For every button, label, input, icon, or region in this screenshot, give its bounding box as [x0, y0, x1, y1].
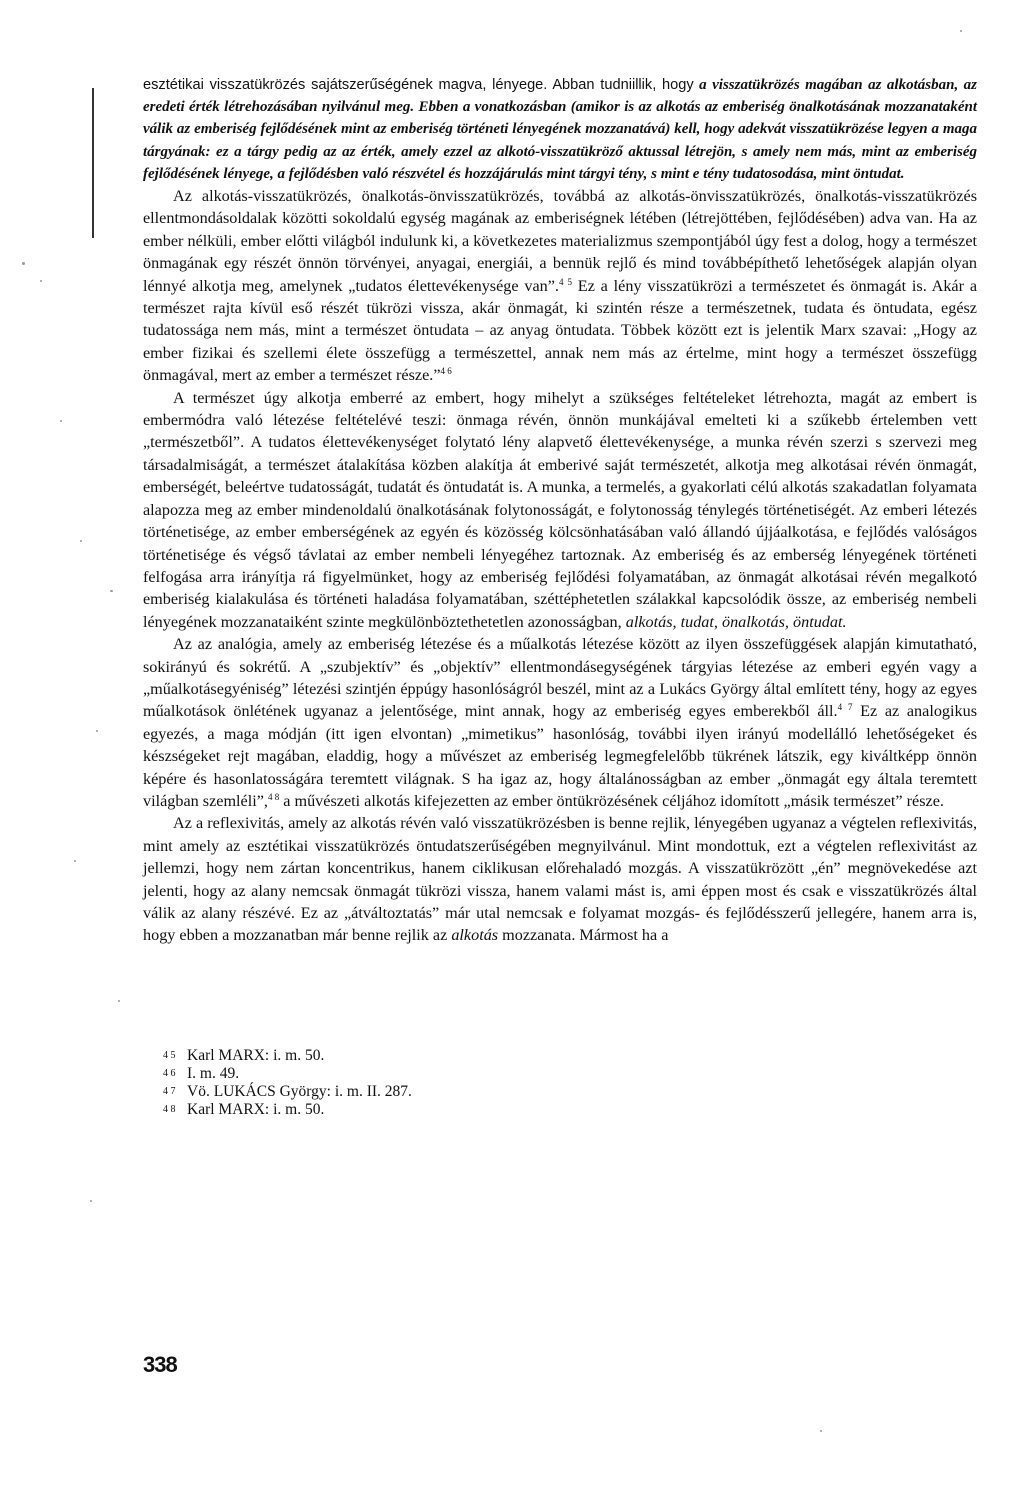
scan-speckle: [80, 540, 82, 542]
footnote-ref-48: 4 8: [267, 791, 280, 802]
paragraph-3-part-b: Ez az analogikus egyezés, a maga módján (itt igen elvontan) „mimetikus” hasonlóság, további ilyen irányú modellálló lehetőségeket és készségeket rejt magában, eladdig, hogy a művészet az emberiség legmegfelelőbb tükrének látszik, egy kiváltképp önnön képére és hasonlatosságára teremtett világnak. S ha igaz az, hogy általánosságban az ember „önmagát egy általa teremtett világban szemléli”,: [143, 702, 978, 810]
scan-speckle: [90, 1200, 92, 1202]
footnote-number: 4 7: [163, 1086, 176, 1098]
footnote-number: 4 5: [163, 1049, 176, 1061]
paragraph-4-part-a: Az a reflexivitás, amely az alkotás révén való visszatükrözésben is benne rejlik, lényegében ugyanaz a végtelen reflexivitás, mint amely az esztétikai visszatükrözés öntudatszerűségében megnyilvánul. Mint mondottuk, ezt a végtelen reflexivitást az jellemzi, hogy nem zártan koncentrikus, hanem ciklikusan előrehaladó mozgás. A visszatükrözött „én” megnövekedése azt jelenti, hogy az alany nemcsak önmagát tükrözi vissza, hanem valami mást is, ami éppen most és csak e visszatükrözés által válik az alany részévé. Ez az „átváltoztatás” már utal nemcsak e folyamat mozgás- és fejlődésszerű jellegére, hanem arra is, hogy ebben a mozzanatban már benne rejlik az: [143, 814, 977, 945]
scan-speckle: [22, 262, 25, 265]
scan-speckle: [74, 860, 76, 862]
page-body: [143, 74, 977, 1120]
paragraph-2-text: A természet úgy alkotja emberré az embert, hogy mihelyt a szükséges feltételeket létrehozta, magát az embert is embermódra való létezése feltételévé teszi: önmaga révén, önnön munkájával emelteti ki a szűkebb értelemben vett „természetből”. A tudatos élettevékenységet folytató lény alapvető élettevékenysége, a munka révén szerzi s szervezi meg társadalmiságát, a természet átalakítása közben alakítja át emberivé saját természetét, alkotja meg alkotásai révén önmagát, emberségét, beleértve tudatosságát, tudatát és öntudatát is. A munka, a termelés, a gyakorlati célú alkotás szakadatlan folyamata alapozza meg az ember mindenoldalú önalkotásának folytonosságát, e folytonosság ténylegés történetiségét. Az emberi létezés történetisége, az ember emberségének az egyén és közösség kölcsönhatásában való állandó újjáalkotása, e fejlődés valóságos történetisége és végső távlatai az ember nembeli lényegéhez tartoznak. Az emberiség és az emberség lényegének történeti felfogása arra irányítja rá figyelmünket, hogy az emberiség fejlődési folyamatában, az önmagát alkotásai révén megalkotó emberiség kialakulása és történeti haladása folyamatában, széttéphetetlen szálakkal kapcsolódik össze, az emberiség nembeli lényegének mozzanataiként szinte megkülönböztethetetlen azonosságban,: [143, 388, 977, 631]
paragraph-1: [143, 185, 977, 387]
footnote-45: [163, 1047, 977, 1065]
footnotes: [163, 1047, 977, 1120]
scan-speckle: [118, 1000, 120, 1002]
scan-speckle: [960, 30, 962, 32]
footnote-ref-45: 4 5: [558, 276, 572, 287]
paragraph-2-italic: alkotás, tudat, önalkotás, öntudat.: [621, 612, 847, 631]
paragraph-1-part-a: Az alkotás-visszatükrözés, önalkotás-önvisszatükrözés, továbbá az alkotás-önvisszatükrözés, önalkotás-visszatükrözés ellentmondásoldalak közötti sokoldalú egység magának az emberiségnek létében (létrejöttében, fejlődésében) adva van. Ha az ember nélküli, ember előtti világból indulunk ki, a következetes materializmus szempontjából úgy fest a dolog, hogy a természet önmagának egy részét önnön törvényei, anyagai, energiái, a bennük rejlő és mind továbbépíthető lehetőségek alapján olyan lénnyé alkotja meg, amelynek „tudatos élettevékenysége van”.: [143, 187, 977, 295]
footnote-number: 4 8: [163, 1104, 176, 1116]
paragraph-4-italic: alkotás: [447, 926, 499, 945]
footnote-number: 4 6: [163, 1068, 176, 1080]
paragraph-0-italic: a visszatükrözés magában az alkotásban, az eredeti érték létrehozásában nyilvánul meg. Ebben a vonatkozásban (amikor is az alkotás az emberiség önalkotásának mozzanataként válik az emberiség fejlődésének mint az emberiség történeti lényegének mozzanatává) kell, hogy adekvát visszatükrözése legyen a maga tárgyának: ez a tárgy pedig az az érték, amely ezzel az alkotó-visszatükröző aktussal létrejön, s amely nem más, mint az emberiség fejlődésének lényege, a fejlődésben való részvétel és hozzájárulás mint tárgyi tény, s mint e tény tudatosodása, mint öntudat.: [143, 77, 977, 182]
paragraph-0-start: esztétikai visszatükrözés sajátszerűségének magva, lényege. Abban tudniillik, hogy: [143, 77, 694, 93]
scan-speckle: [60, 420, 62, 422]
footnote-text: Karl MARX: i. m. 50.: [187, 1046, 325, 1064]
paragraph-2: [143, 387, 977, 633]
paragraph-3-part-a: Az az analógia, amely az emberiség létezése és a műalkotás létezése között az ilyen összefüggések alapján kimutatható, sokirányú és sokrétű. A „szubjektív” és „objektív” ellentmondásegységének tárgyias létezése az emberi egyén vagy a „műalkotásegyéniség” létezési szintjén éppúgy hasonlóságról beszél, mint az a Lukács György által említett tény, hogy az egyes műalkotások önlétének ugyanaz a jelentősége, mint annak, hogy az emberiség egyes emberekből áll.: [143, 635, 977, 721]
footnote-text: Karl MARX: i. m. 50.: [187, 1101, 325, 1119]
footnote-text: I. m. 49.: [187, 1065, 240, 1083]
footnote-46: [163, 1065, 977, 1083]
footnote-47: [163, 1083, 977, 1101]
page-number: 338: [143, 1352, 177, 1377]
footnote-ref-47: 4 7: [837, 702, 853, 713]
scan-speckle: [110, 590, 113, 592]
paragraph-3: [143, 633, 977, 812]
footnote-text: Vö. LUKÁCS György: i. m. II. 287.: [187, 1083, 412, 1101]
margin-mark: [92, 88, 94, 238]
paragraph-4-part-b: mozzanata. Mármost ha a: [498, 926, 669, 945]
paragraph-3-part-c: a művészeti alkotás kifejezetten az ember öntükrözésének céljához idomított „másik természet” része.: [279, 791, 944, 810]
paragraph-0: [143, 74, 977, 185]
footnote-48: [163, 1101, 977, 1119]
footnote-ref-46: 4 6: [440, 366, 452, 377]
paragraph-4: [143, 812, 977, 946]
scan-speckle: [40, 280, 42, 282]
paragraph-1-part-b: Ez a lény visszatükrözi a természetet és önmagát is. Akár a természet rajta kívül eső részét tükrözi vissza, akár önmagát, ki szintén része a természetnek, tudata és öntudata, egész tudatossága nem más, mint a természet öntudata – az anyag öntudata. Többek között ezt is jelentik Marx szavai: „Hogy az ember fizikai és szellemi élete összefügg a természettel, annak nem más az értelme, mint hogy a természet összefügg önmagával, mert az ember a természet része.”: [143, 276, 977, 385]
scan-speckle: [820, 1430, 822, 1432]
scan-speckle: [96, 730, 98, 732]
